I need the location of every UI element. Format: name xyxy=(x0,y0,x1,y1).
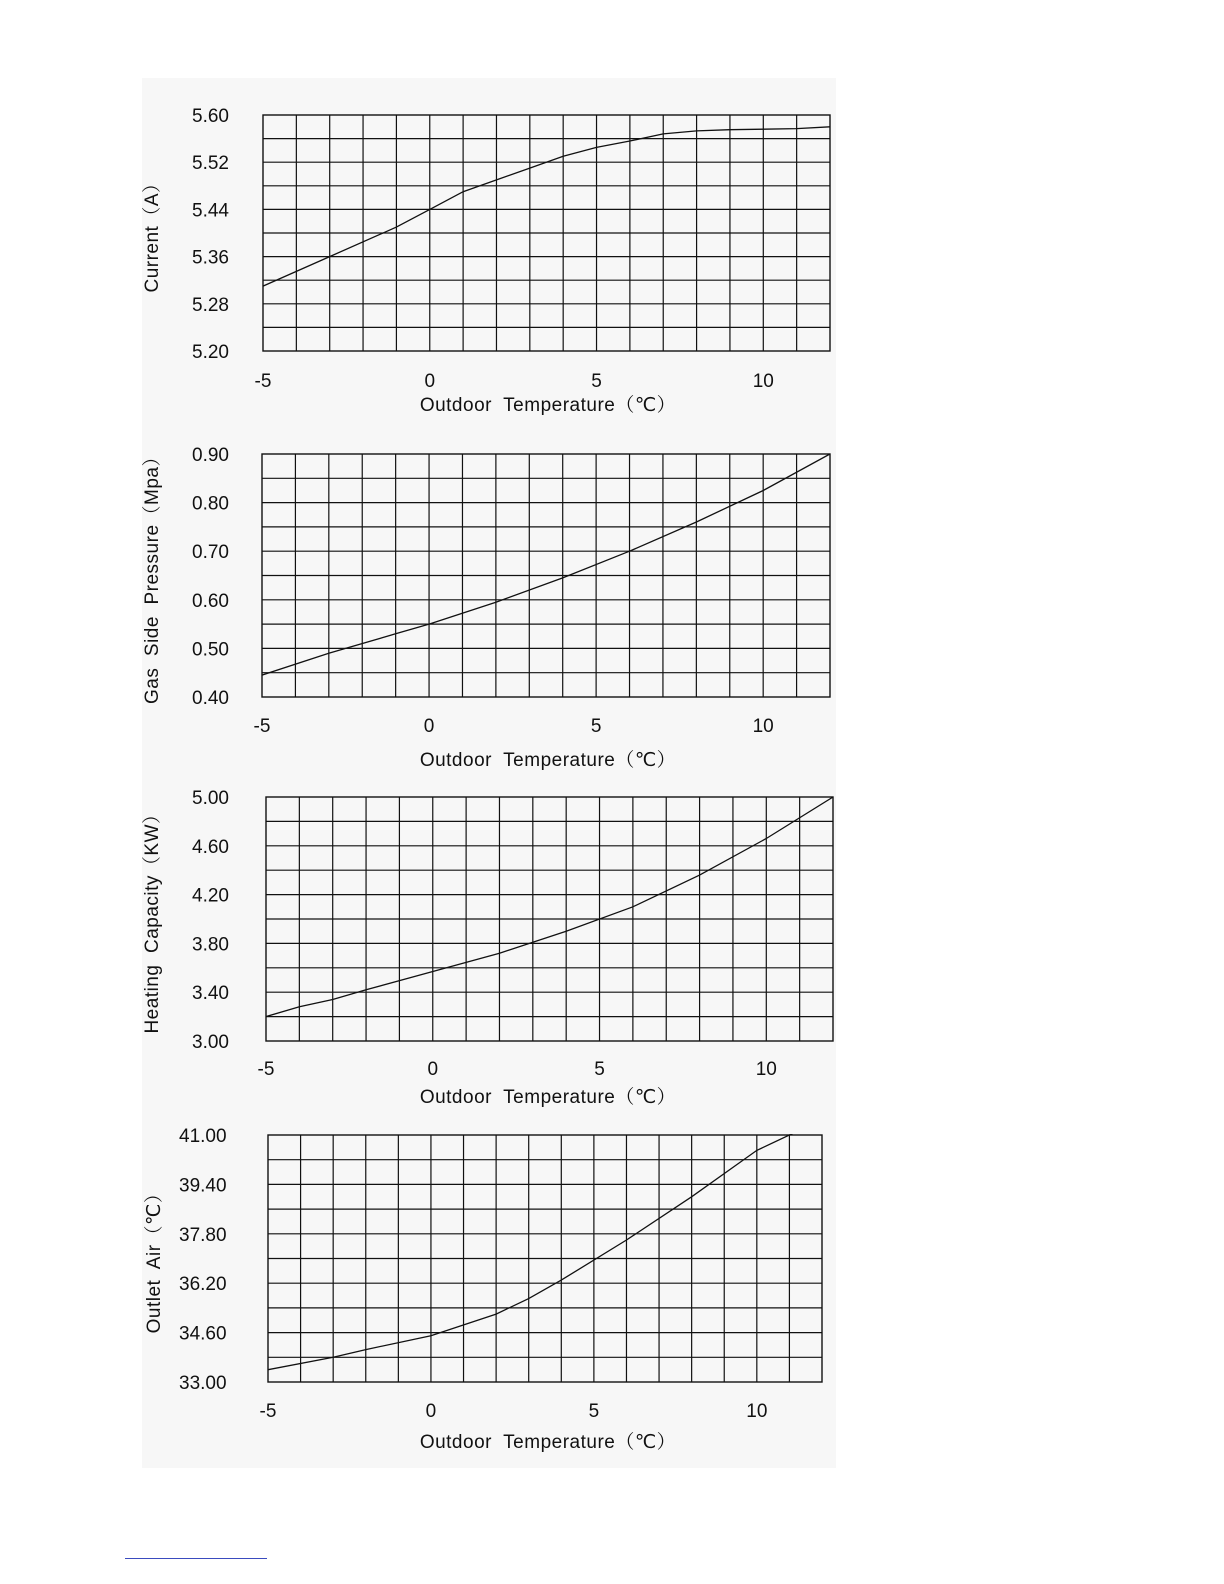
footnote-divider xyxy=(125,1558,267,1559)
x-tick-label: 10 xyxy=(755,1059,777,1080)
y-tick-label: 5.36 xyxy=(192,247,229,269)
y-axis-label: Heating Capacity（KW） xyxy=(142,804,163,1034)
x-axis-label: Outdoor Temperature（℃） xyxy=(419,395,677,416)
y-tick-label: 0.90 xyxy=(192,445,229,466)
x-tick-label: 10 xyxy=(746,1401,768,1422)
x-tick-label: 10 xyxy=(752,716,774,737)
series-line xyxy=(262,454,830,675)
y-tick-label: 4.20 xyxy=(192,885,229,907)
y-tick-label: 4.60 xyxy=(192,836,229,858)
x-tick-label: 5 xyxy=(594,1059,605,1080)
x-tick-label: 0 xyxy=(424,371,436,392)
y-tick-label: 0.70 xyxy=(192,542,229,564)
heating-capacity-chart xyxy=(0,782,900,1112)
y-axis-label: Outlet Air（℃） xyxy=(144,1183,165,1334)
x-axis-label: Outdoor Temperature（℃） xyxy=(419,750,677,771)
x-axis-label: Outdoor Temperature（℃） xyxy=(419,1087,677,1108)
grid xyxy=(262,454,830,697)
y-axis-label: Gas Side Pressure（Mpa） xyxy=(142,447,163,704)
x-tick-label: 0 xyxy=(423,716,435,737)
y-tick-label: 41.00 xyxy=(179,1126,227,1147)
y-tick-label: 0.60 xyxy=(192,590,229,612)
y-tick-label: 5.00 xyxy=(192,788,229,809)
y-tick-label: 0.80 xyxy=(192,493,229,515)
grid xyxy=(268,1135,822,1382)
y-tick-label: 5.44 xyxy=(192,200,229,222)
series-line xyxy=(263,127,830,286)
y-tick-label: 3.00 xyxy=(192,1032,229,1053)
y-tick-label: 5.28 xyxy=(192,294,229,316)
y-tick-label: 5.52 xyxy=(192,153,229,175)
grid xyxy=(266,797,833,1041)
y-tick-label: 36.20 xyxy=(179,1274,227,1296)
y-tick-label: 34.60 xyxy=(179,1323,227,1345)
y-tick-label: 39.40 xyxy=(179,1175,227,1197)
x-tick-label: -5 xyxy=(254,371,272,392)
x-tick-label: -5 xyxy=(259,1401,277,1422)
y-axis-label: Current（A） xyxy=(142,173,163,293)
x-tick-label: 10 xyxy=(752,371,774,392)
x-tick-label: 5 xyxy=(590,716,602,737)
y-tick-label: 0.50 xyxy=(192,639,229,661)
outlet-air-chart xyxy=(0,1118,900,1468)
y-tick-label: 3.40 xyxy=(192,983,229,1005)
y-tick-label: 5.20 xyxy=(192,342,229,363)
series-line xyxy=(266,797,833,1017)
y-tick-label: 33.00 xyxy=(179,1373,227,1394)
current-chart xyxy=(0,100,900,450)
y-tick-label: 5.60 xyxy=(192,106,229,127)
x-axis-label: Outdoor Temperature（℃） xyxy=(419,1432,677,1453)
gas-side-pressure-chart xyxy=(0,436,900,796)
y-tick-label: 0.40 xyxy=(192,688,229,709)
x-tick-label: 0 xyxy=(425,1401,437,1422)
x-tick-label: -5 xyxy=(257,1059,275,1080)
y-tick-label: 3.80 xyxy=(192,934,229,956)
x-tick-label: 5 xyxy=(588,1401,600,1422)
x-tick-label: -5 xyxy=(253,716,271,737)
grid xyxy=(263,115,830,351)
y-tick-label: 37.80 xyxy=(179,1224,227,1246)
x-tick-label: 5 xyxy=(591,371,602,392)
x-tick-label: 0 xyxy=(427,1059,439,1080)
